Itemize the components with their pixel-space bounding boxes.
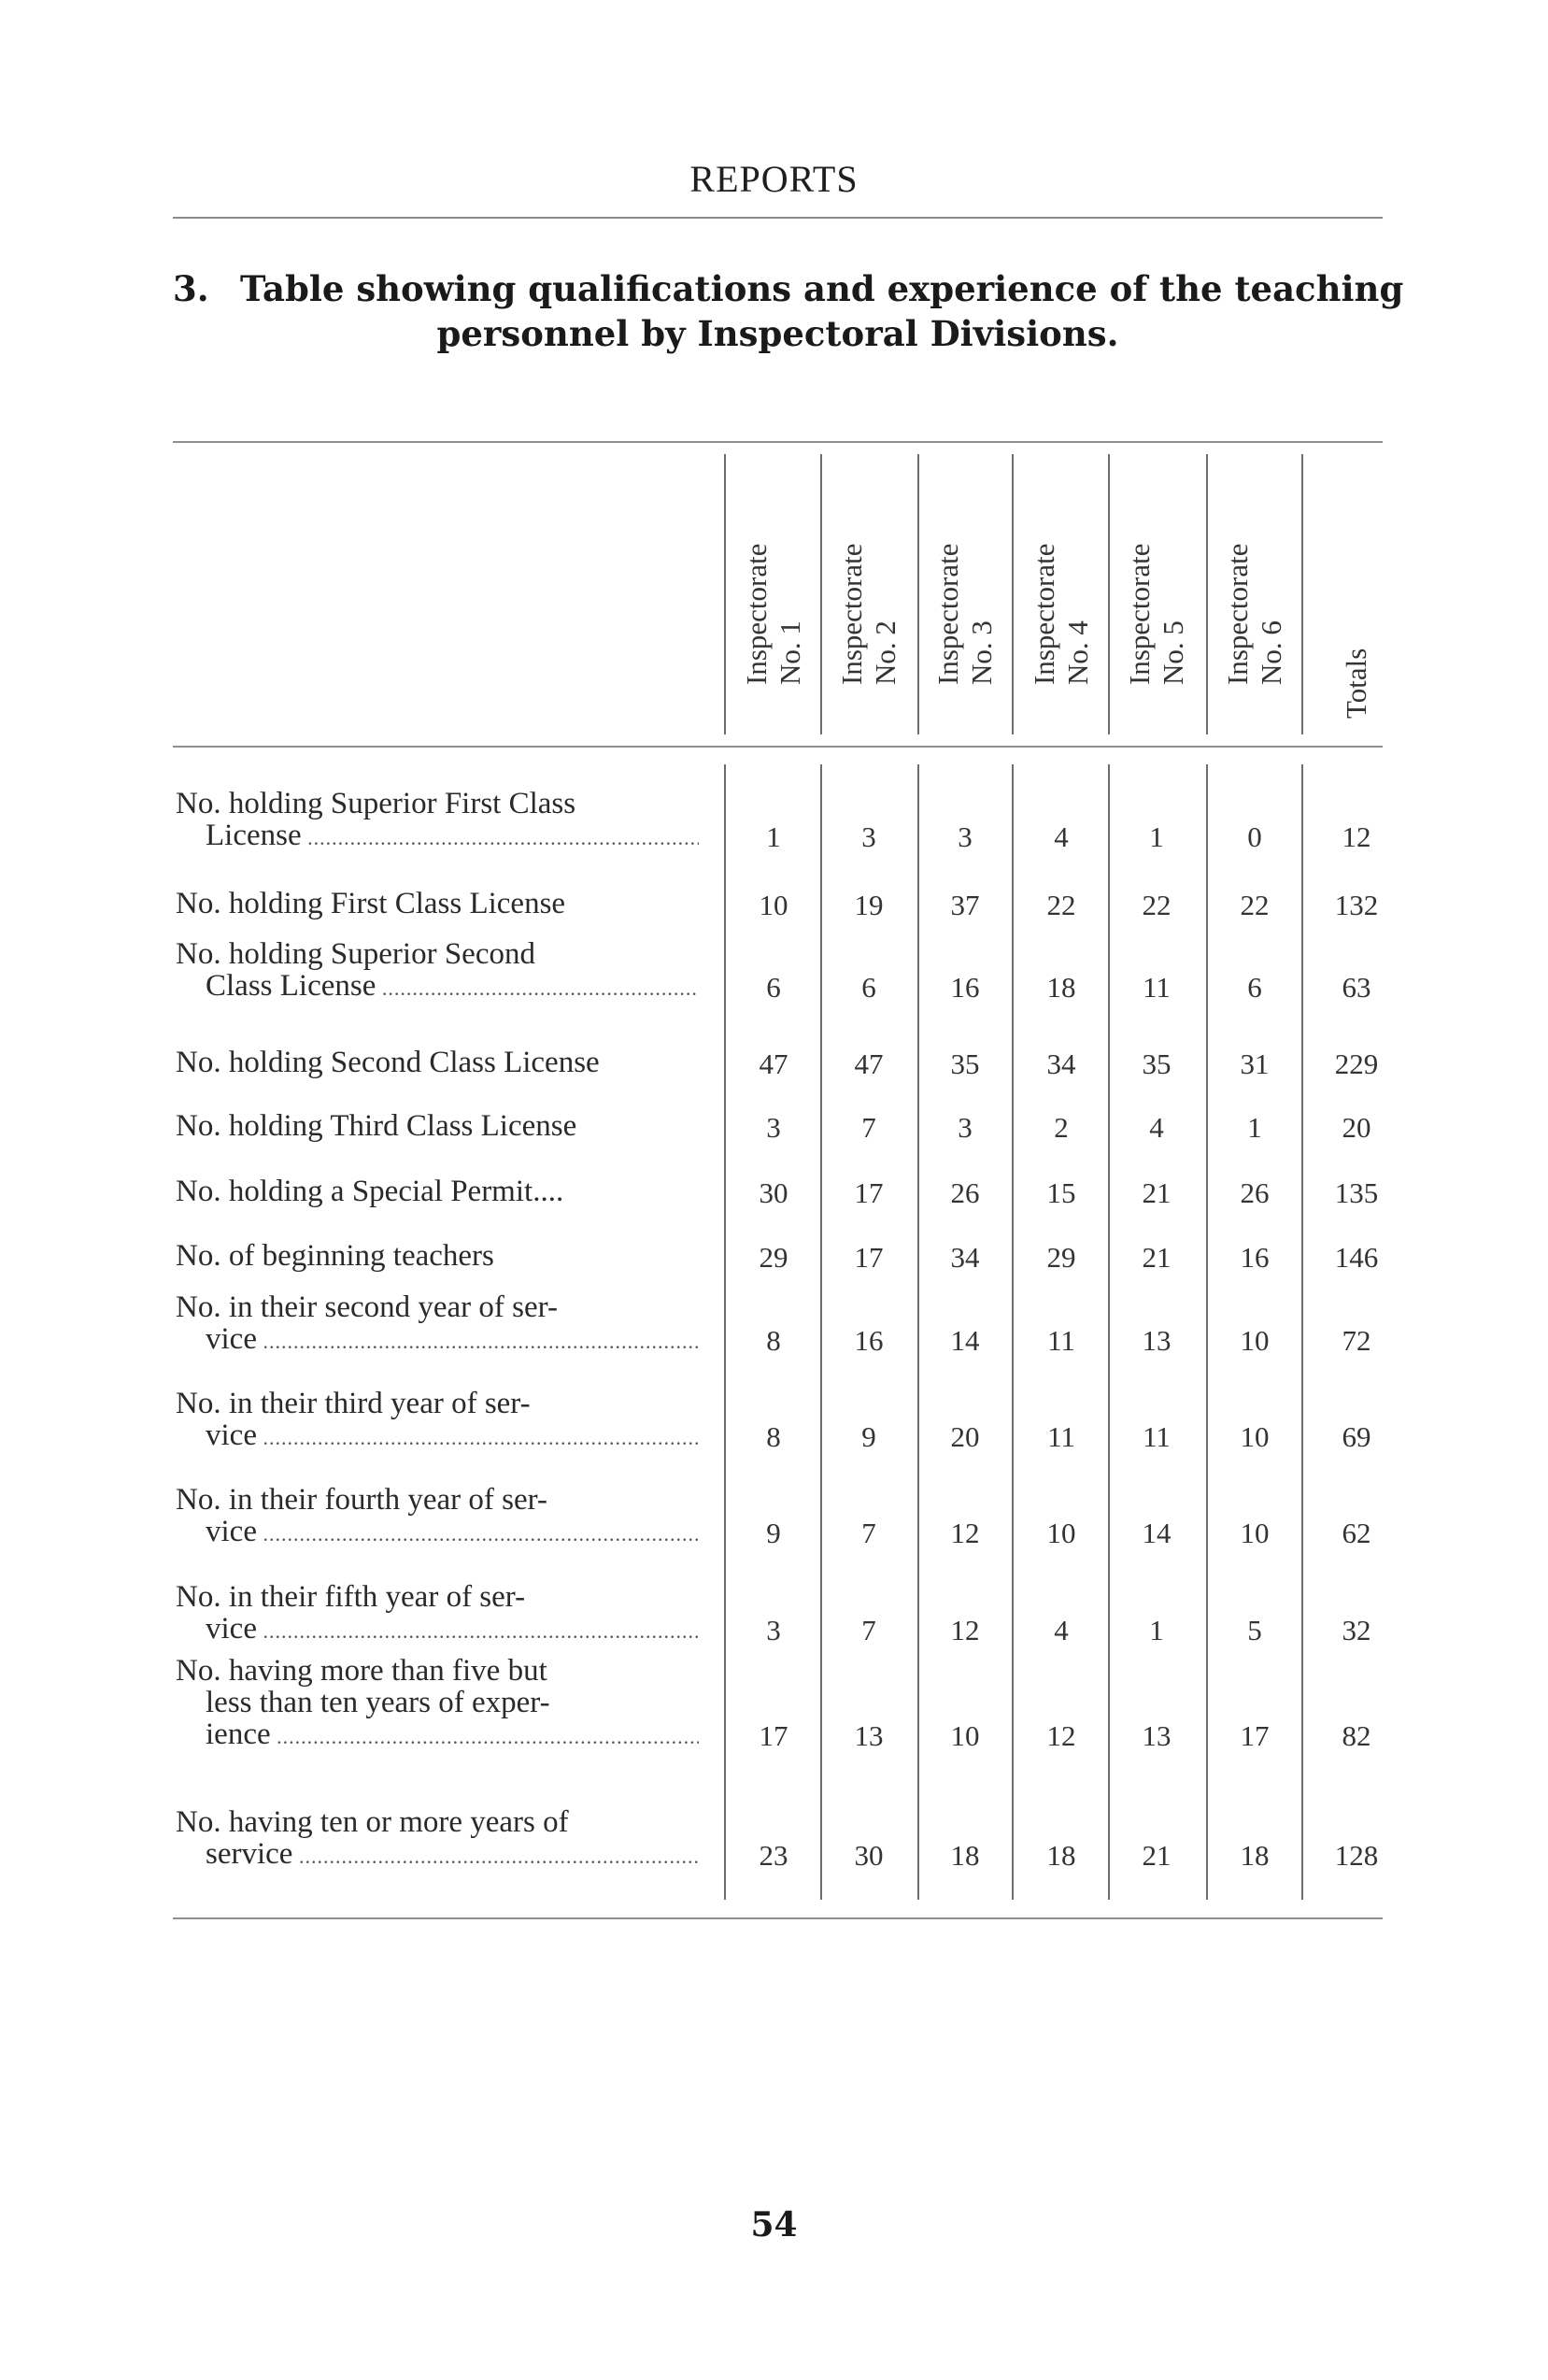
value-cell: 11 bbox=[1047, 1420, 1075, 1453]
column-divider-body bbox=[1012, 764, 1014, 1900]
row-label-line: No. holding First Class License bbox=[176, 888, 566, 919]
page-number: 54 bbox=[750, 2205, 798, 2245]
column-header-line-2: No. 1 bbox=[774, 620, 806, 685]
caption-line-2: personnel by Inspectoral Divisions. bbox=[436, 313, 1119, 354]
column-header-line-2: No. 4 bbox=[1061, 620, 1094, 685]
value-cell: 37 bbox=[950, 889, 980, 921]
column-header-text bbox=[1221, 544, 1288, 685]
value-cell: 1 bbox=[1149, 1614, 1164, 1646]
running-head: REPORTS bbox=[689, 158, 859, 200]
value-cell: 11 bbox=[1143, 971, 1171, 1004]
value-cell: 5 bbox=[1247, 1614, 1262, 1646]
column-header-line-1: Totals bbox=[1340, 648, 1372, 719]
row-label-line: No. in their fifth year of ser- bbox=[176, 1581, 526, 1613]
column-header-line-1: Inspectorate bbox=[1123, 543, 1156, 685]
value-cell: 21 bbox=[1142, 1241, 1172, 1274]
total-cell: 12 bbox=[1342, 820, 1371, 853]
value-cell: 6 bbox=[861, 971, 876, 1004]
column-header-text bbox=[1340, 648, 1373, 719]
row-label bbox=[176, 1581, 699, 1647]
value-cell: 7 bbox=[861, 1517, 876, 1549]
value-cell: 16 bbox=[950, 971, 980, 1004]
column-header bbox=[1024, 505, 1099, 752]
value-cell: 3 bbox=[958, 820, 973, 853]
total-cell: 128 bbox=[1334, 1839, 1379, 1872]
value-cell: 10 bbox=[1046, 1517, 1076, 1549]
column-divider-header bbox=[1301, 454, 1303, 734]
total-cell: 132 bbox=[1334, 889, 1379, 921]
value-cell: 12 bbox=[950, 1614, 980, 1646]
column-divider-body bbox=[1301, 764, 1303, 1900]
column-divider-header bbox=[1206, 454, 1208, 734]
value-cell: 17 bbox=[854, 1241, 884, 1274]
table-bottom-rule bbox=[173, 1917, 1383, 1919]
value-cell: 8 bbox=[766, 1324, 781, 1357]
column-header-line-1: Inspectorate bbox=[835, 543, 868, 685]
row-label bbox=[176, 1047, 699, 1078]
row-label-line: vice ..... bbox=[176, 1516, 699, 1550]
value-cell: 29 bbox=[759, 1241, 788, 1274]
value-cell: 21 bbox=[1142, 1839, 1172, 1872]
column-header-line-1: Inspectorate bbox=[1028, 543, 1060, 685]
value-cell: 18 bbox=[1240, 1839, 1270, 1872]
value-cell: 4 bbox=[1054, 1614, 1069, 1646]
column-header-line-1: Inspectorate bbox=[740, 543, 773, 685]
column-divider-header bbox=[1012, 454, 1014, 734]
value-cell: 14 bbox=[950, 1324, 980, 1357]
column-header-line-2: No. 3 bbox=[965, 620, 998, 685]
row-label bbox=[176, 1291, 699, 1358]
value-cell: 34 bbox=[1046, 1047, 1076, 1080]
total-cell: 72 bbox=[1342, 1324, 1371, 1357]
row-label bbox=[176, 888, 699, 919]
row-label-line: No. holding Third Class License bbox=[176, 1110, 577, 1142]
value-cell: 3 bbox=[861, 820, 876, 853]
value-cell: 10 bbox=[950, 1719, 980, 1752]
value-cell: 30 bbox=[854, 1839, 884, 1872]
column-header-line-2: No. 5 bbox=[1157, 620, 1189, 685]
row-label-line: ience ..... bbox=[176, 1718, 699, 1753]
row-label-line: No. holding Superior First Class bbox=[176, 788, 576, 819]
row-label-line: vice ..... bbox=[176, 1419, 699, 1454]
table-top-rule bbox=[173, 441, 1383, 443]
column-divider-header bbox=[724, 454, 726, 734]
row-label-line: Class License ..... bbox=[176, 970, 699, 1005]
value-cell: 23 bbox=[759, 1839, 788, 1872]
row-label-line: No. having more than five but bbox=[176, 1655, 547, 1687]
value-cell: 0 bbox=[1247, 820, 1262, 853]
value-cell: 1 bbox=[766, 820, 781, 853]
value-cell: 19 bbox=[854, 889, 884, 921]
column-divider-header bbox=[820, 454, 822, 734]
total-cell: 229 bbox=[1334, 1047, 1379, 1080]
row-label bbox=[176, 938, 699, 1005]
value-cell: 26 bbox=[950, 1176, 980, 1209]
value-cell: 11 bbox=[1047, 1324, 1075, 1357]
column-divider-header bbox=[1108, 454, 1110, 734]
caption-line-1: Table showing qualifications and experience of the teaching bbox=[240, 268, 1404, 309]
value-cell: 10 bbox=[1240, 1517, 1270, 1549]
value-cell: 18 bbox=[1046, 971, 1076, 1004]
total-cell: 82 bbox=[1342, 1719, 1371, 1752]
value-cell: 13 bbox=[854, 1719, 884, 1752]
value-cell: 17 bbox=[1240, 1719, 1270, 1752]
total-cell: 63 bbox=[1342, 971, 1371, 1004]
column-divider-body bbox=[724, 764, 726, 1900]
total-cell: 20 bbox=[1342, 1111, 1371, 1144]
value-cell: 10 bbox=[759, 889, 788, 921]
value-cell: 22 bbox=[1142, 889, 1172, 921]
total-cell: 146 bbox=[1334, 1241, 1379, 1274]
running-head-rule bbox=[173, 217, 1383, 219]
column-header-text bbox=[1123, 544, 1190, 685]
row-label-line: No. of beginning teachers bbox=[176, 1240, 494, 1272]
row-label bbox=[176, 1655, 699, 1753]
column-header bbox=[736, 505, 811, 752]
value-cell: 13 bbox=[1142, 1719, 1172, 1752]
value-cell: 12 bbox=[1046, 1719, 1076, 1752]
row-label bbox=[176, 1240, 699, 1272]
column-header bbox=[1319, 505, 1394, 752]
value-cell: 2 bbox=[1054, 1111, 1069, 1144]
value-cell: 21 bbox=[1142, 1176, 1172, 1209]
column-divider-header bbox=[917, 454, 919, 734]
value-cell: 15 bbox=[1046, 1176, 1076, 1209]
row-label bbox=[176, 788, 699, 854]
column-header bbox=[928, 505, 1002, 752]
total-cell: 135 bbox=[1334, 1176, 1379, 1209]
value-cell: 26 bbox=[1240, 1176, 1270, 1209]
value-cell: 7 bbox=[861, 1614, 876, 1646]
value-cell: 13 bbox=[1142, 1324, 1172, 1357]
value-cell: 4 bbox=[1149, 1111, 1164, 1144]
column-header-text bbox=[1028, 544, 1095, 685]
value-cell: 9 bbox=[766, 1517, 781, 1549]
column-header-line-1: Inspectorate bbox=[1221, 543, 1254, 685]
column-header-line-2: No. 2 bbox=[869, 620, 902, 685]
column-header-text bbox=[835, 544, 902, 685]
row-label bbox=[176, 1110, 699, 1142]
value-cell: 35 bbox=[1142, 1047, 1172, 1080]
total-cell: 62 bbox=[1342, 1517, 1371, 1549]
value-cell: 12 bbox=[950, 1517, 980, 1549]
value-cell: 20 bbox=[950, 1420, 980, 1453]
total-cell: 69 bbox=[1342, 1420, 1371, 1453]
value-cell: 31 bbox=[1240, 1047, 1270, 1080]
value-cell: 18 bbox=[1046, 1839, 1076, 1872]
value-cell: 7 bbox=[861, 1111, 876, 1144]
value-cell: 30 bbox=[759, 1176, 788, 1209]
value-cell: 10 bbox=[1240, 1324, 1270, 1357]
row-label-line: vice ..... bbox=[176, 1323, 699, 1358]
caption-number: 3. bbox=[173, 268, 209, 309]
value-cell: 8 bbox=[766, 1420, 781, 1453]
value-cell: 3 bbox=[958, 1111, 973, 1144]
value-cell: 10 bbox=[1240, 1420, 1270, 1453]
row-label bbox=[176, 1806, 699, 1873]
column-header-line-1: Inspectorate bbox=[931, 543, 964, 685]
value-cell: 6 bbox=[1247, 971, 1262, 1004]
row-label bbox=[176, 1484, 699, 1550]
value-cell: 3 bbox=[766, 1111, 781, 1144]
value-cell: 34 bbox=[950, 1241, 980, 1274]
column-header bbox=[831, 505, 906, 752]
value-cell: 17 bbox=[854, 1176, 884, 1209]
row-label-line: No. in their fourth year of ser- bbox=[176, 1484, 547, 1516]
row-label-line: No. holding Second Class License bbox=[176, 1047, 600, 1078]
row-label-line: No. in their third year of ser- bbox=[176, 1388, 531, 1419]
value-cell: 47 bbox=[854, 1047, 884, 1080]
row-label-line: No. holding a Special Permit.... bbox=[176, 1176, 564, 1207]
column-header-text bbox=[931, 544, 999, 685]
value-cell: 35 bbox=[950, 1047, 980, 1080]
value-cell: 11 bbox=[1143, 1420, 1171, 1453]
value-cell: 18 bbox=[950, 1839, 980, 1872]
column-header-text bbox=[740, 544, 807, 685]
row-label-line: vice ..... bbox=[176, 1613, 699, 1647]
row-label-line: less than ten years of exper- bbox=[206, 1687, 550, 1718]
value-cell: 17 bbox=[759, 1719, 788, 1752]
row-label-line: No. having ten or more years of bbox=[176, 1806, 569, 1838]
row-label-line: service ..... bbox=[176, 1838, 699, 1873]
value-cell: 14 bbox=[1142, 1517, 1172, 1549]
total-cell: 32 bbox=[1342, 1614, 1371, 1646]
value-cell: 47 bbox=[759, 1047, 788, 1080]
value-cell: 3 bbox=[766, 1614, 781, 1646]
value-cell: 22 bbox=[1240, 889, 1270, 921]
value-cell: 1 bbox=[1247, 1111, 1262, 1144]
row-label-line: No. holding Superior Second bbox=[176, 938, 535, 970]
row-label-line: License ..... bbox=[176, 819, 699, 854]
value-cell: 9 bbox=[861, 1420, 876, 1453]
row-label bbox=[176, 1388, 699, 1454]
column-header bbox=[1119, 505, 1194, 752]
value-cell: 4 bbox=[1054, 820, 1069, 853]
column-header-line-2: No. 6 bbox=[1255, 620, 1287, 685]
value-cell: 16 bbox=[854, 1324, 884, 1357]
column-header bbox=[1217, 505, 1292, 752]
value-cell: 29 bbox=[1046, 1241, 1076, 1274]
value-cell: 6 bbox=[766, 971, 781, 1004]
row-label bbox=[176, 1176, 699, 1207]
value-cell: 16 bbox=[1240, 1241, 1270, 1274]
row-label-line: No. in their second year of ser- bbox=[176, 1291, 558, 1323]
value-cell: 22 bbox=[1046, 889, 1076, 921]
value-cell: 1 bbox=[1149, 820, 1164, 853]
